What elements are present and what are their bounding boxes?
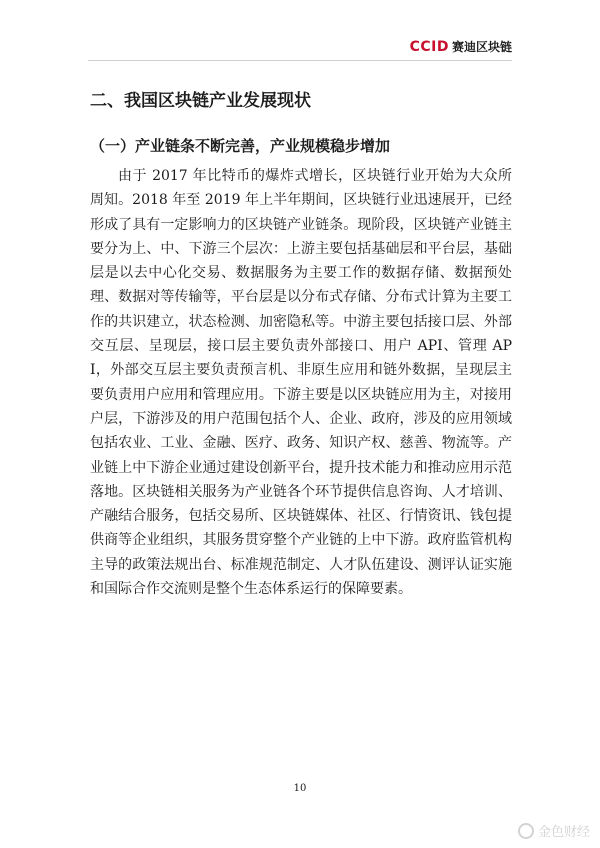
header-divider [88, 60, 512, 61]
watermark [518, 821, 590, 840]
body-paragraph: 由于 2017 年比特币的爆炸式增长，区块链行业开始为大众所周知。2018 年至 2019 年上半年期间，区块链行业迅速展开，已经形成了具有一定影响力的区块链产业链条。现阶段，区块链产业链主要分为上、中、下游三个层次：上游主要包括基础层和平台层，基础层是以去中心化交易、数据服务为主要工作的数据存储、数据预处理、数据对等传输等，平台层是以分布式存储、分布式计算为主要工作的共识建立，状态检测、加密隐私等。中游主要包括接口层、外部交互层、呈现层，接口层主要负责外部接口、用户 API、管理 API，外部交互层主要负责预言机、非原生应用和链外数据，呈现层主要负责用户应用和管理应用。下游主要是以区块链应用为主，对接用户层，下游涉及的用户范围包括个人、企业、政府，涉及的应用领域包括农业、工业、金融、医疗、政务、知识产权、慈善、物流等。产业链上中下游企业通过建设创新平台，提升技术能力和推动应用示范落地。区块链相关服务为产业链各个环节提供信息咨询、人才培训、产融结合服务，包括交易所、区块链媒体、社区、行情资讯、钱包提供商等企业组织，其服务贯穿整个产业链的上中下游。政府监管机构主导的政策法规出台、标准规范制定、人才队伍建设、测评认证实施和国际合作交流则是整个生态体系运行的保障要素。 [90, 168, 512, 598]
page-number: 10 [293, 783, 307, 794]
page-header [410, 38, 512, 55]
brand-logo-text: CCID [409, 39, 449, 55]
section-subheading: （一）产业链条不断完善，产业规模稳步增加 [90, 137, 391, 155]
brand-subtitle: 赛迪区块链 [451, 40, 512, 54]
coin-logo-icon [518, 823, 534, 839]
watermark-text: 金色财经 [537, 825, 590, 840]
section-heading: 二、我国区块链产业发展现状 [90, 91, 311, 111]
